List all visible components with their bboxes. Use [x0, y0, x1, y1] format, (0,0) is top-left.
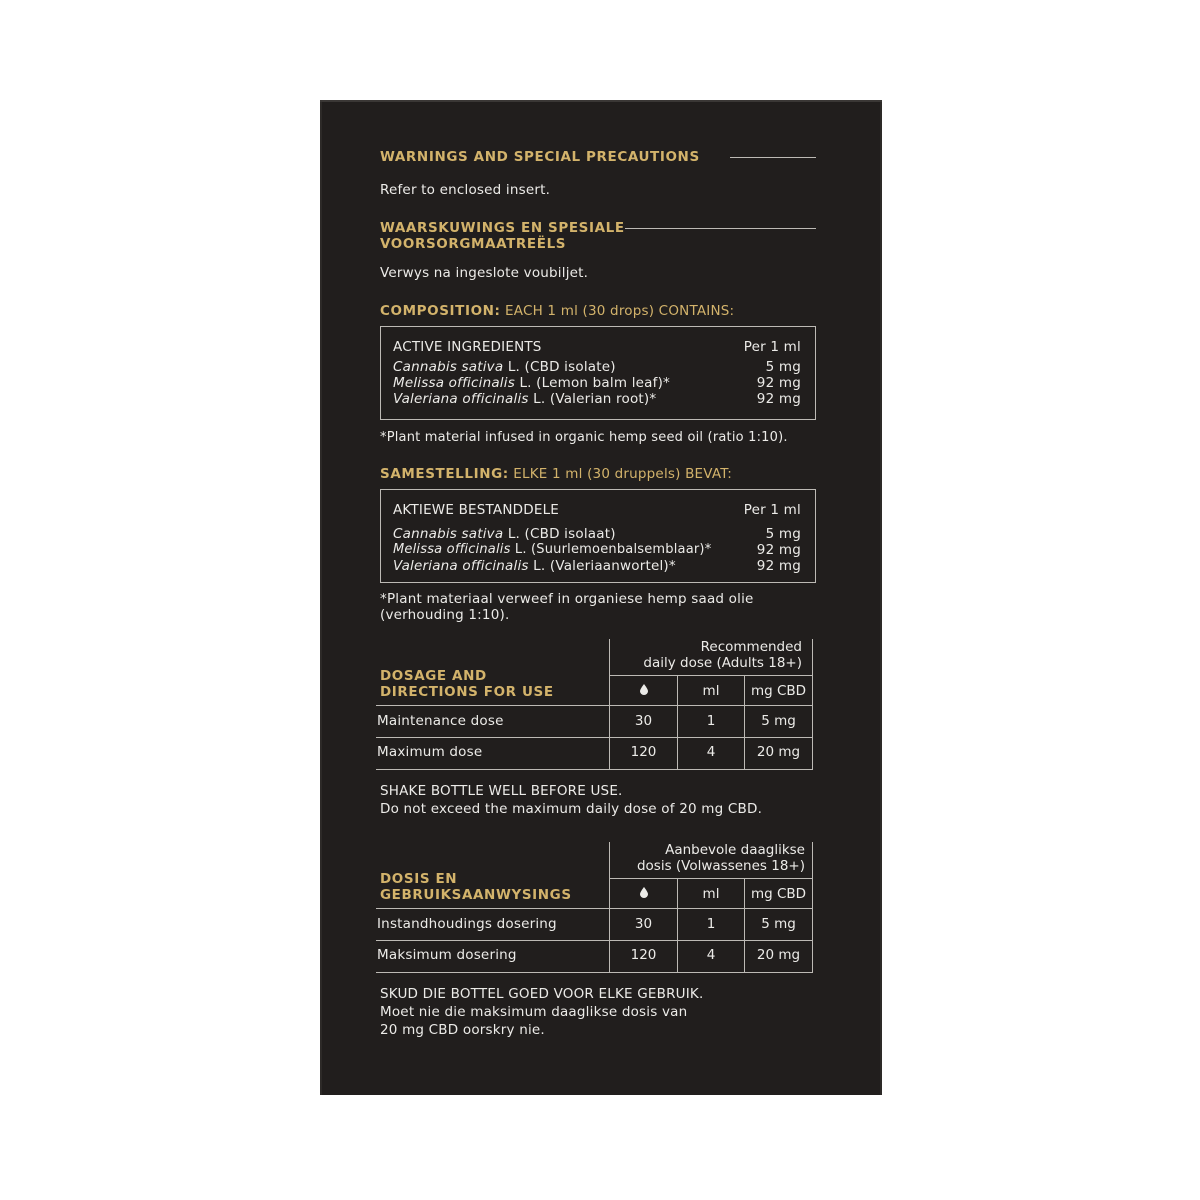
ingredient-amount: 92 mg: [756, 558, 801, 574]
ingredient-row: Melissa officinalis L. (Suurlemoenbalsemblaar)*: [393, 542, 712, 557]
warnings-heading-af-line2: VOORSORGMAATREËLS: [380, 236, 567, 252]
composition-footnote-af-line2: (verhouding 1:10).: [380, 607, 510, 623]
warnings-text-af: Verwys na ingeslote voubiljet.: [380, 265, 589, 281]
dosage-heading-af-line2: GEBRUIKSAANWYSINGS: [380, 887, 572, 903]
dosage-note-af-line1: SKUD DIE BOTTEL GOED VOOR ELKE GEBRUIK.: [380, 986, 704, 1002]
group-header-line2: dosis (Volwassenes 18+): [636, 858, 805, 874]
group-header-line1: Aanbevole daaglikse: [665, 842, 805, 858]
product-box-back-panel: [320, 100, 882, 1095]
drop-icon: [640, 887, 648, 898]
table-divider: [376, 737, 813, 738]
table-divider: [376, 769, 813, 770]
dose-mg: 5 mg: [761, 916, 796, 932]
dose-mg: 5 mg: [761, 713, 796, 729]
group-header-line2: daily dose (Adults 18+): [643, 655, 802, 671]
dose-ml: 4: [706, 744, 716, 760]
table-header: ACTIVE INGREDIENTS: [393, 339, 542, 355]
col-drops: [610, 886, 677, 902]
dose-row-label: Maintenance dose: [377, 713, 504, 729]
col-drops: [610, 683, 677, 699]
dose-row-label: Instandhoudings dosering: [377, 916, 557, 932]
warnings-text-en: Refer to enclosed insert.: [380, 182, 551, 198]
col-mg-cbd: mg CBD: [750, 886, 807, 902]
ingredient-amount: 5 mg: [765, 359, 801, 375]
dosage-heading-en-line1: DOSAGE AND: [380, 668, 487, 684]
composition-label-rest: EACH 1 ml (30 drops) CONTAINS:: [500, 303, 735, 319]
warnings-heading-en: WARNINGS AND SPECIAL PRECAUTIONS: [380, 149, 700, 165]
composition-label: COMPOSITION:: [380, 303, 501, 319]
active-ingredients-table-af: [380, 489, 816, 583]
dose-drops: 30: [634, 916, 653, 932]
heading-rule: [625, 228, 816, 229]
dose-ml: 1: [706, 916, 716, 932]
dose-row-label: Maksimum dosering: [377, 947, 517, 963]
composition-heading-en: [380, 303, 734, 319]
ingredient-row: Melissa officinalis L. (Lemon balm leaf)*: [393, 375, 670, 391]
ingredient-row: Cannabis sativa L. (CBD isolaat): [393, 526, 616, 542]
dose-ml: 1: [706, 713, 716, 729]
table-divider: [609, 675, 813, 676]
table-unit: Per 1 ml: [743, 502, 801, 518]
dose-drops: 30: [634, 713, 653, 729]
active-ingredients-table-en: [380, 326, 816, 420]
table-divider: [376, 705, 813, 706]
ingredient-amount: 5 mg: [765, 526, 801, 542]
dosage-note-af-line3: 20 mg CBD oorskry nie.: [380, 1022, 545, 1038]
ingredient-row: Valeriana officinalis L. (Valeriaanwortel)*: [393, 558, 676, 574]
ingredient-row: Valeriana officinalis L. (Valerian root)*: [393, 391, 657, 407]
col-mg-cbd: mg CBD: [750, 683, 807, 699]
composition-footnote-en: *Plant material infused in organic hemp seed oil (ratio 1:10).: [380, 430, 788, 445]
col-ml: ml: [702, 683, 720, 699]
table-divider: [609, 878, 813, 879]
table-divider: [376, 940, 813, 941]
composition-footnote-af-line1: *Plant materiaal verweef in organiese hemp saad olie: [380, 591, 754, 607]
table-header: AKTIEWE BESTANDDELE: [393, 502, 560, 518]
col-ml: ml: [702, 886, 720, 902]
dosage-note-af-line2: Moet nie die maksimum daaglikse dosis van: [380, 1004, 688, 1020]
composition-label-rest: ELKE 1 ml (30 druppels) BEVAT:: [508, 466, 732, 482]
heading-rule: [730, 157, 816, 158]
warnings-heading-af-line1: WAARSKUWINGS EN SPESIALE: [380, 220, 625, 236]
ingredient-amount: 92 mg: [756, 542, 801, 558]
dosage-heading-af-line1: DOSIS EN: [380, 871, 458, 887]
dose-row-label: Maximum dose: [377, 744, 483, 760]
group-header-line1: Recommended: [700, 639, 802, 655]
ingredient-row: Cannabis sativa L. (CBD isolate): [393, 359, 616, 375]
table-divider: [376, 908, 813, 909]
dose-drops: 120: [630, 947, 657, 963]
ingredient-amount: 92 mg: [756, 375, 801, 391]
dose-drops: 120: [630, 744, 657, 760]
composition-heading-af: [380, 466, 732, 482]
dose-ml: 4: [706, 947, 716, 963]
drop-icon: [640, 684, 648, 695]
dose-mg: 20 mg: [756, 947, 801, 963]
table-unit: Per 1 ml: [743, 339, 801, 355]
dosage-note-en-line2: Do not exceed the maximum daily dose of 20 mg CBD.: [380, 801, 763, 817]
composition-label: SAMESTELLING:: [380, 466, 509, 482]
dosage-note-en-line1: SHAKE BOTTLE WELL BEFORE USE.: [380, 783, 623, 799]
dose-mg: 20 mg: [756, 744, 801, 760]
ingredient-amount: 92 mg: [756, 391, 801, 407]
dosage-heading-en-line2: DIRECTIONS FOR USE: [380, 684, 554, 700]
table-divider: [376, 972, 813, 973]
